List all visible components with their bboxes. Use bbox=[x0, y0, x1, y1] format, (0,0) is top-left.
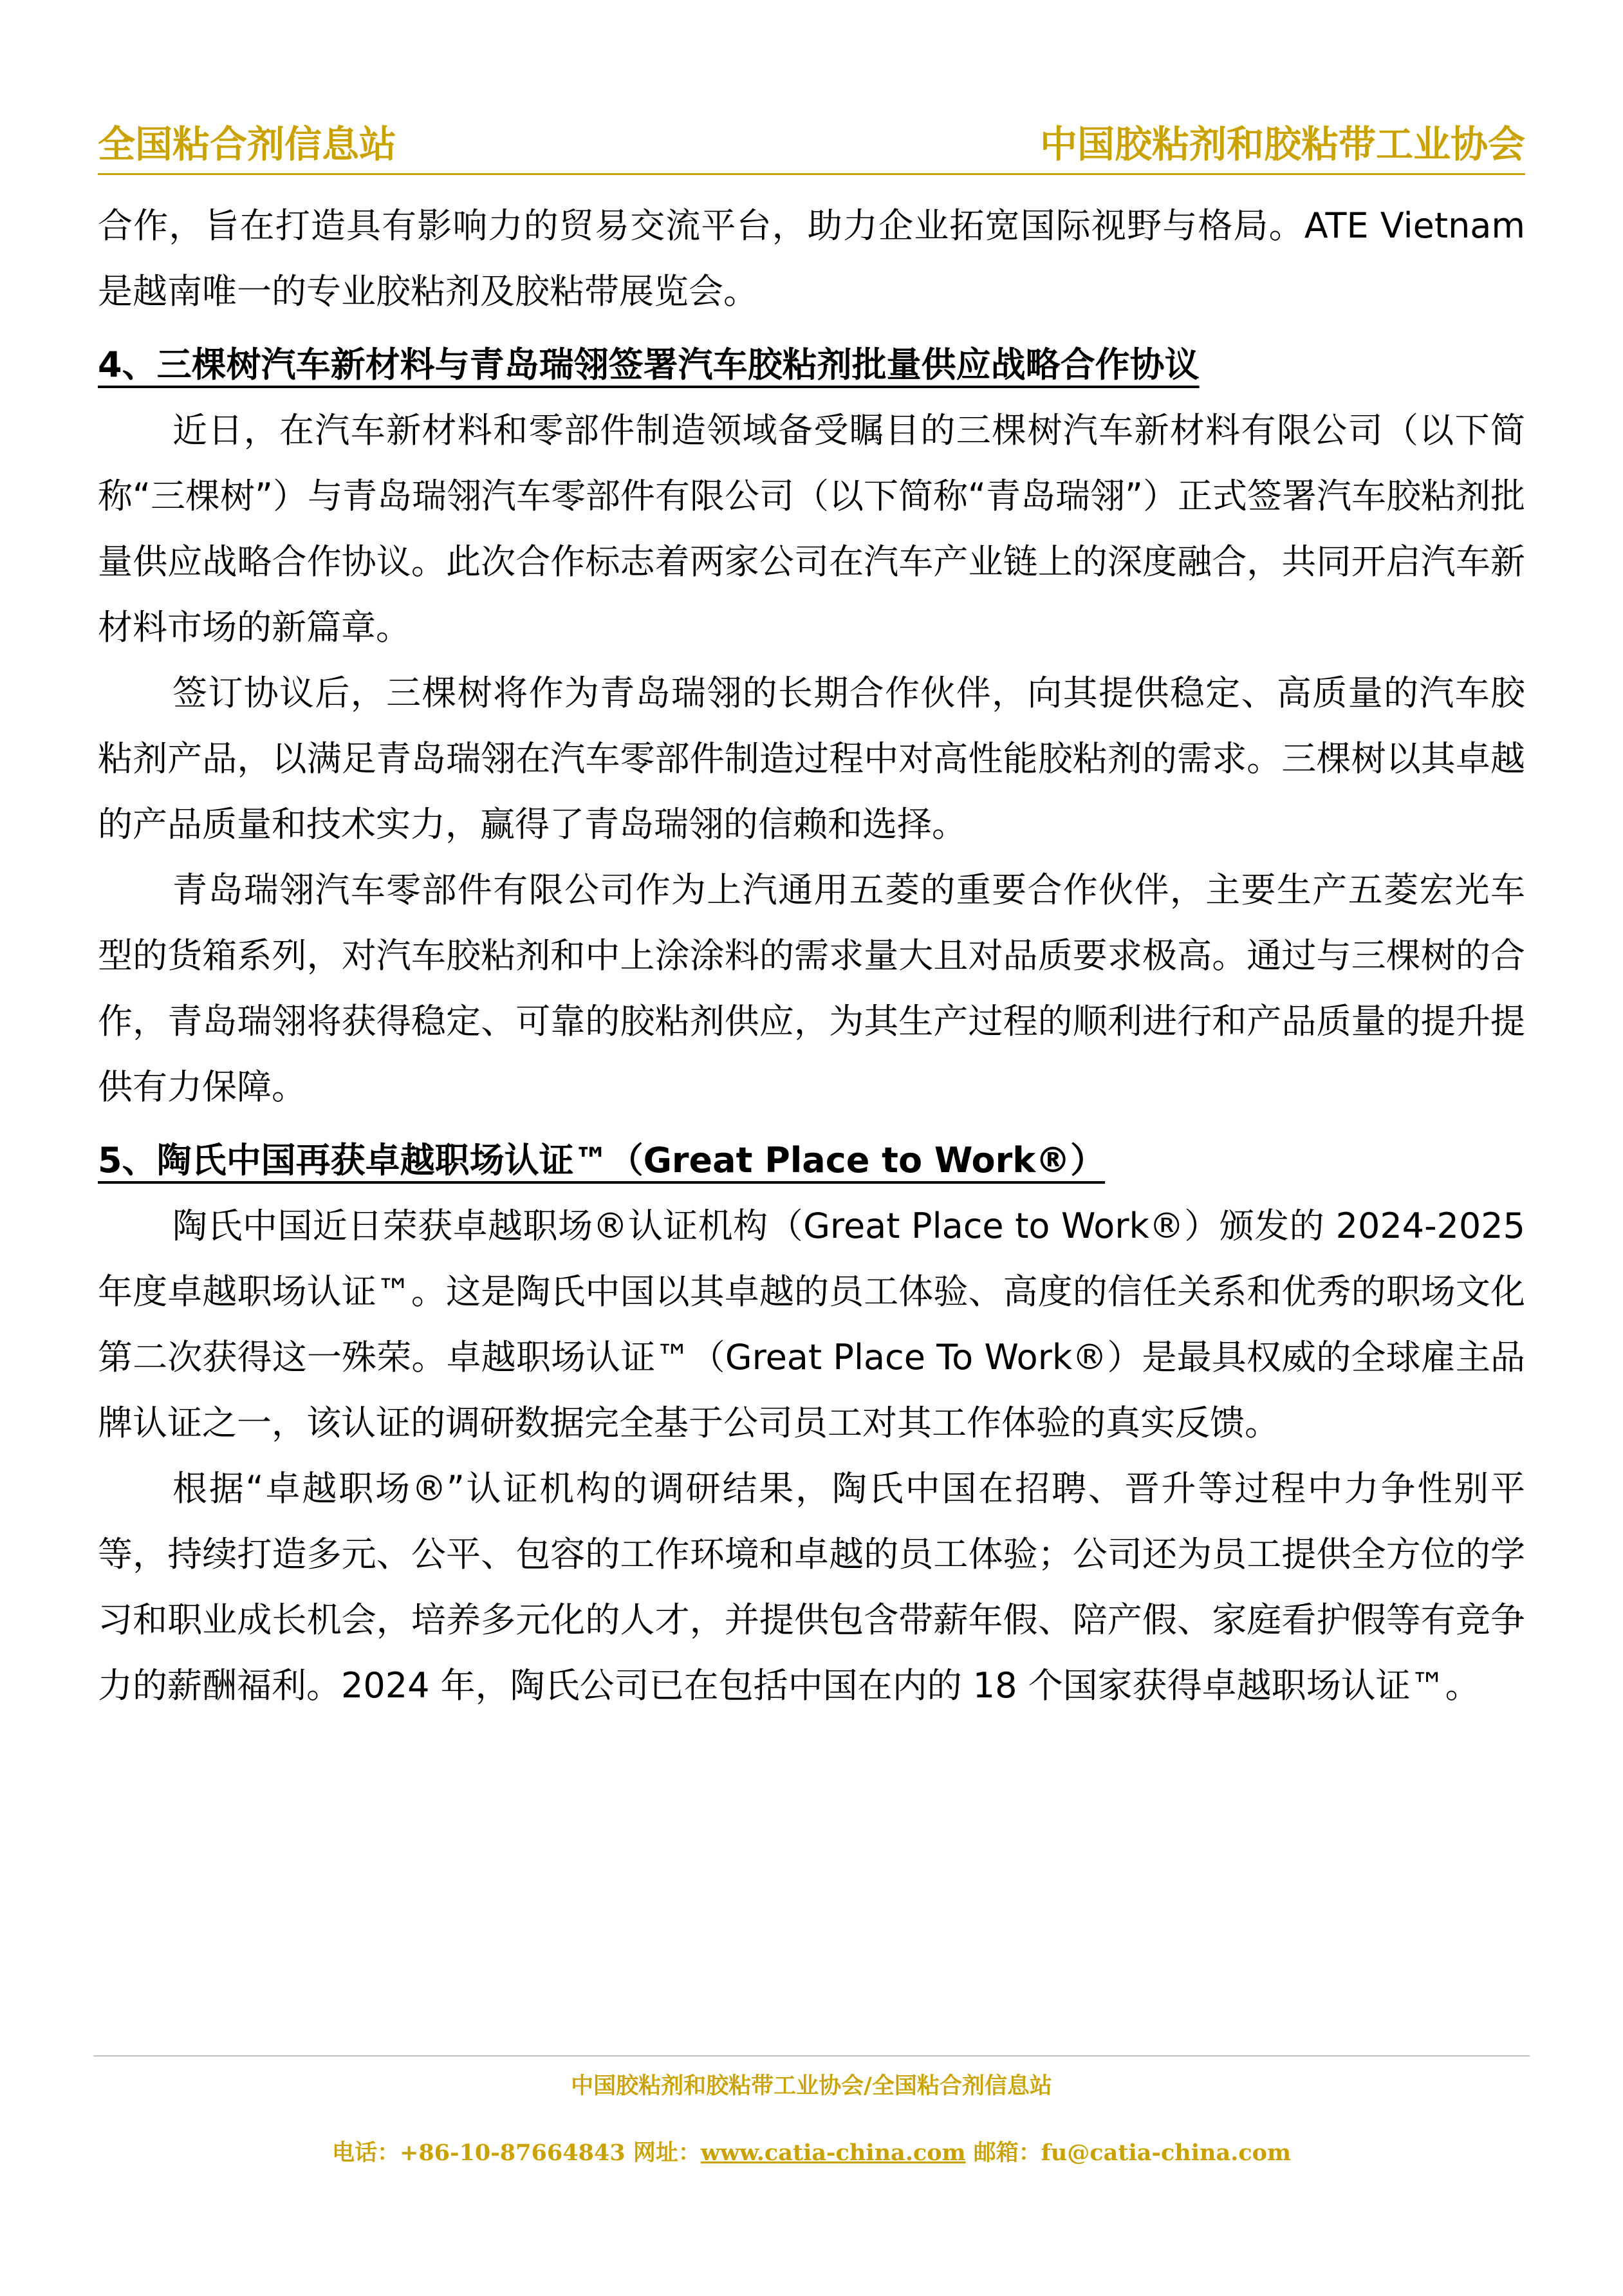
section-4-paragraph-2: 签订协议后，三棵树将作为青岛瑞翎的长期合作伙伴，向其提供稳定、高质量的汽车胶粘剂产品，以满足青岛瑞翎在汽车零部件制造过程中对高性能胶粘剂的需求。三棵树以其卓越的产品质量和技术实力，赢得了青岛瑞翎的信赖和选择。 bbox=[98, 673, 1525, 845]
footer-phone: +86-10-87664843 bbox=[400, 2140, 626, 2166]
section-4-paragraph-1: 近日，在汽车新材料和零部件制造领域备受瞩目的三棵树汽车新材料有限公司（以下简称“三棵树”）与青岛瑞翎汽车零部件有限公司（以下简称“青岛瑞翎”）正式签署汽车胶粘剂批量供应战略合作协议。此次合作标志着两家公司在汽车产业链上的深度融合，共同开启汽车新材料市场的新篇章。 bbox=[98, 410, 1525, 648]
header-right-title: 中国胶粘剂和胶粘带工业协会 bbox=[1039, 122, 1525, 166]
page-header bbox=[98, 111, 1525, 175]
footer-org-line: 中国胶粘剂和胶粘带工业协会/全国粘合剂信息站 bbox=[571, 2073, 1052, 2099]
intro-paragraph: 合作，旨在打造具有影响力的贸易交流平台，助力企业拓宽国际视野与格局。ATE Vietnam 是越南唯一的专业胶粘剂及胶粘带展览会。 bbox=[98, 205, 1525, 312]
footer-website-link[interactable]: www.catia-china.com bbox=[700, 2140, 966, 2166]
page-footer bbox=[93, 2055, 1530, 2171]
section-5-paragraph-1: 陶氏中国近日荣获卓越职场®认证机构（Great Place to Work®）颁发的 2024-2025 年度卓越职场认证™。这是陶氏中国以其卓越的员工体验、高度的信任关系和优秀的职场文化第二次获得这一殊荣。卓越职场认证™（Great Place To Work®）是最具权威的全球雇主品牌认证之一，该认证的调研数据完全基于公司员工对其工作体验的真实反馈。 bbox=[98, 1206, 1525, 1443]
section-4-heading-text: 4、三棵树汽车新材料与青岛瑞翎签署汽车胶粘剂批量供应战略合作协议 bbox=[98, 344, 1200, 385]
footer-email-label: 邮箱： bbox=[973, 2140, 1041, 2166]
footer-phone-label: 电话： bbox=[331, 2140, 400, 2166]
section-5-heading bbox=[98, 1128, 1525, 1193]
section-5-paragraph-2: 根据“卓越职场®”认证机构的调研结果，陶氏中国在招聘、晋升等过程中力争性别平等，持续打造多元、公平、包容的工作环境和卓越的员工体验；公司还为员工提供全方位的学习和职业成长机会，培养多元化的人才，并提供包含带薪年假、陪产假、家庭看护假等有竞争力的薪酬福利。2024 年，陶氏公司已在包括中国在内的 18 个国家获得卓越职场认证™。 bbox=[98, 1468, 1525, 1706]
section-5-heading-text: 5、陶氏中国再获卓越职场认证™（Great Place to Work®） bbox=[98, 1140, 1106, 1181]
footer-web-label: 网址： bbox=[633, 2140, 701, 2166]
footer-email: fu@catia-china.com bbox=[1041, 2140, 1292, 2166]
document-body bbox=[98, 193, 1525, 1719]
section-4-heading bbox=[98, 332, 1525, 398]
header-left-title: 全国粘合剂信息站 bbox=[98, 122, 397, 166]
section-4-paragraph-3: 青岛瑞翎汽车零部件有限公司作为上汽通用五菱的重要合作伙伴，主要生产五菱宏光车型的货箱系列，对汽车胶粘剂和中上涂涂料的需求量大且对品质要求极高。通过与三棵树的合作，青岛瑞翎将获得稳定、可靠的胶粘剂供应，为其生产过程的顺利进行和产品质量的提升提供有力保障。 bbox=[98, 870, 1525, 1107]
footer-contact-line bbox=[93, 2135, 1530, 2171]
